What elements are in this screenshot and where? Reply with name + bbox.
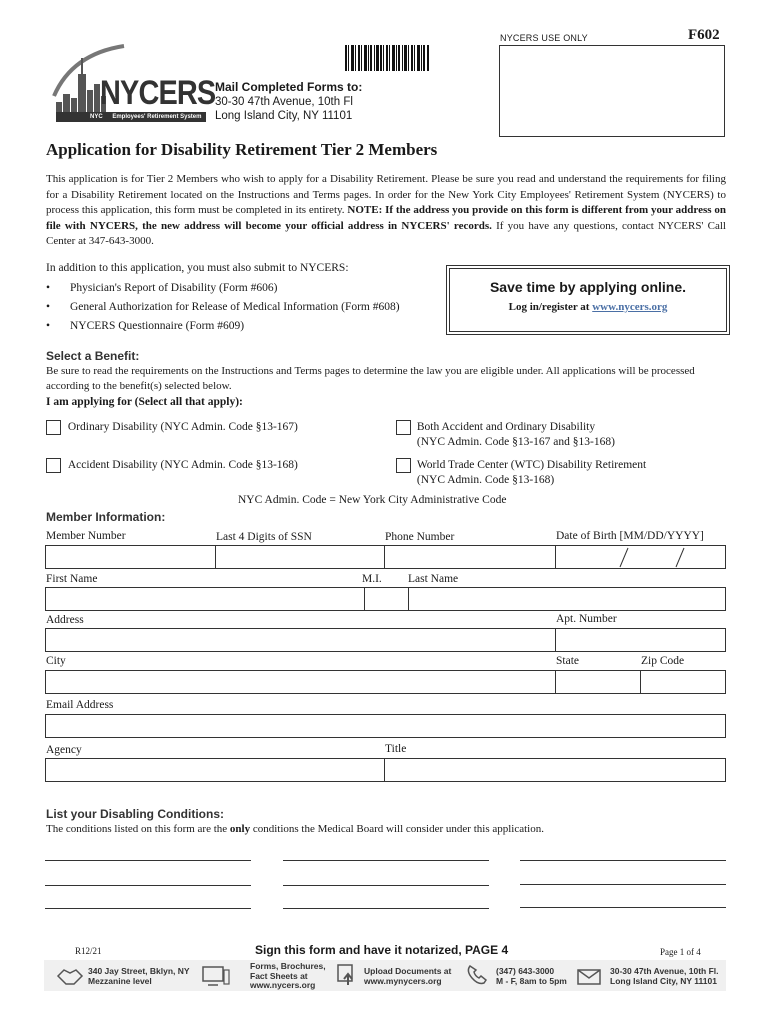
mail-address-line2: Long Island City, NY 11101 bbox=[215, 110, 353, 122]
state-label: State bbox=[556, 655, 579, 667]
member-info-row6 bbox=[45, 758, 726, 782]
nycers-use-only-label: NYCERS USE ONLY bbox=[500, 33, 588, 43]
first-name-input[interactable] bbox=[46, 588, 364, 610]
form-code: F602 bbox=[688, 27, 720, 43]
apply-online-title: Save time by applying online. bbox=[489, 279, 687, 295]
handshake-icon bbox=[56, 964, 84, 988]
condition-line[interactable] bbox=[45, 885, 251, 886]
mailing-address: 30-30 47th Avenue, 10th Fl. Long Island City, NY 11101 bbox=[610, 966, 719, 986]
zip-input[interactable] bbox=[641, 671, 725, 693]
zip-label: Zip Code bbox=[641, 655, 685, 667]
conditions-description: The conditions listed on this form are the only conditions the Medical Board will consider under this application. bbox=[46, 823, 544, 835]
agency-label: Agency bbox=[46, 744, 82, 756]
ordinary-disability-checkbox[interactable] bbox=[46, 420, 61, 435]
list-item: • NYCERS Questionnaire (Form #609) bbox=[46, 320, 245, 332]
state-input[interactable] bbox=[556, 671, 640, 693]
member-number-input[interactable] bbox=[46, 546, 215, 568]
title-input[interactable] bbox=[385, 759, 725, 781]
list-item: • General Authorization for Release of Medical Information (Form #608) bbox=[46, 301, 400, 313]
walkin-address: 340 Jay Street, Bklyn, NY Mezzanine level bbox=[88, 966, 190, 986]
barcode-icon bbox=[345, 45, 429, 71]
call-center: (347) 643-3000 M - F, 8am to 5pm bbox=[496, 966, 567, 986]
benefit-option-accident[interactable]: Accident Disability (NYC Admin. Code §13-168) bbox=[46, 458, 298, 473]
benefit-option-both[interactable]: Both Accident and Ordinary Disability (NYC Admin. Code §13-167 and §13-168) bbox=[396, 420, 615, 450]
condition-line[interactable] bbox=[520, 907, 726, 908]
member-info-row3 bbox=[45, 628, 726, 652]
ssn-label: Last 4 Digits of SSN bbox=[216, 531, 312, 543]
member-info-row2 bbox=[45, 587, 726, 611]
select-benefit-heading: Select a Benefit: bbox=[46, 349, 140, 363]
city-label: City bbox=[46, 655, 66, 667]
admin-code-note: NYC Admin. Code = New York City Administrative Code bbox=[238, 494, 507, 506]
applying-for-label: I am applying for (Select all that apply): bbox=[46, 396, 243, 408]
city-input[interactable] bbox=[46, 671, 555, 693]
dob-label: Date of Birth [MM/DD/YYYY] bbox=[556, 530, 704, 542]
intro-paragraph: This application is for Tier 2 Members who wish to apply for a Disability Retirement. Please be sure you read and understand the requirements for filing for a Disability Retirement located on the Instructions and Terms pages. In order for the New York City Employees' Retirement System (NYCERS) to process this application, this form must be completed in its entirety. NOTE: If the address you provide on this form is different from your address on file with NYCERS, the new address will become your official address in NYCERS' records. If you have any questions, contact NYCERS' Call Center at 347-643-3000. bbox=[46, 173, 726, 247]
revision-label: R12/21 bbox=[75, 946, 102, 956]
additional-forms-intro: In addition to this application, you must also submit to NYCERS: bbox=[46, 262, 349, 274]
phone-input[interactable] bbox=[385, 546, 555, 568]
apt-input[interactable] bbox=[556, 629, 725, 651]
member-info-row1 bbox=[45, 545, 726, 569]
last-name-label: Last Name bbox=[408, 573, 459, 585]
first-name-label: First Name bbox=[46, 573, 98, 585]
nycers-logo bbox=[44, 44, 216, 124]
benefit-option-wtc[interactable]: World Trade Center (WTC) Disability Retirement (NYC Admin. Code §13-168) bbox=[396, 458, 646, 488]
mail-forms-title: Mail Completed Forms to: bbox=[215, 80, 363, 94]
apt-label: Apt. Number bbox=[556, 613, 617, 625]
member-info-row4 bbox=[45, 670, 726, 694]
apply-online-box bbox=[449, 268, 727, 332]
page-number: Page 1 of 4 bbox=[660, 947, 701, 957]
page-title: Application for Disability Retirement Tier 2 Members bbox=[46, 140, 438, 159]
logo-wordmark: NYCERS bbox=[100, 74, 216, 112]
conditions-heading: List your Disabling Conditions: bbox=[46, 807, 224, 821]
condition-line[interactable] bbox=[45, 860, 251, 861]
condition-line[interactable] bbox=[45, 908, 251, 909]
mi-label: M.I. bbox=[362, 573, 382, 585]
address-label: Address bbox=[46, 614, 84, 626]
computer-icon bbox=[202, 964, 230, 988]
member-number-label: Member Number bbox=[46, 530, 126, 542]
date-separator-icon bbox=[556, 546, 725, 568]
email-input[interactable] bbox=[45, 714, 726, 738]
condition-line[interactable] bbox=[283, 860, 489, 861]
condition-line[interactable] bbox=[283, 885, 489, 886]
dob-input[interactable] bbox=[556, 546, 725, 568]
nycers-website-link[interactable]: www.nycers.org bbox=[592, 301, 668, 313]
nycers-use-only-box bbox=[499, 45, 725, 137]
logo-tagline: NYC Employees' Retirement System bbox=[56, 112, 206, 122]
accident-disability-checkbox[interactable] bbox=[46, 458, 61, 473]
member-info-heading: Member Information: bbox=[46, 510, 166, 524]
phone-label: Phone Number bbox=[385, 531, 455, 543]
apply-online-subtitle: Log in/register at www.nycers.org bbox=[508, 301, 668, 313]
condition-line[interactable] bbox=[283, 908, 489, 909]
both-disability-checkbox[interactable] bbox=[396, 420, 411, 435]
upload-icon bbox=[334, 963, 362, 987]
upload-documents: Upload Documents at www.mynycers.org bbox=[364, 966, 452, 986]
envelope-icon bbox=[576, 964, 604, 988]
address-input[interactable] bbox=[46, 629, 555, 651]
footer-contact-bar bbox=[44, 960, 726, 991]
email-label: Email Address bbox=[46, 699, 114, 711]
list-item: • Physician's Report of Disability (Form #606) bbox=[46, 282, 278, 294]
last-name-input[interactable] bbox=[409, 588, 725, 610]
title-label: Title bbox=[385, 743, 407, 755]
agency-input[interactable] bbox=[46, 759, 384, 781]
wtc-disability-checkbox[interactable] bbox=[396, 458, 411, 473]
mail-address-line1: 30-30 47th Avenue, 10th Fl bbox=[215, 96, 353, 108]
sign-notarize-note: Sign this form and have it notarized, PAGE 4 bbox=[255, 943, 509, 957]
web-resources: Forms, Brochures, Fact Sheets at www.nycers.org bbox=[250, 961, 326, 990]
condition-line[interactable] bbox=[520, 860, 726, 861]
ssn-input[interactable] bbox=[216, 546, 384, 568]
condition-line[interactable] bbox=[520, 884, 726, 885]
benefit-option-ordinary[interactable]: Ordinary Disability (NYC Admin. Code §13-167) bbox=[46, 420, 298, 435]
phone-icon bbox=[464, 963, 492, 987]
mi-input[interactable] bbox=[365, 588, 408, 610]
benefit-description: Be sure to read the requirements on the Instructions and Terms pages to determine the law you are eligible under. All applications will be processed according to the benefit(s) selected below. bbox=[46, 365, 695, 392]
